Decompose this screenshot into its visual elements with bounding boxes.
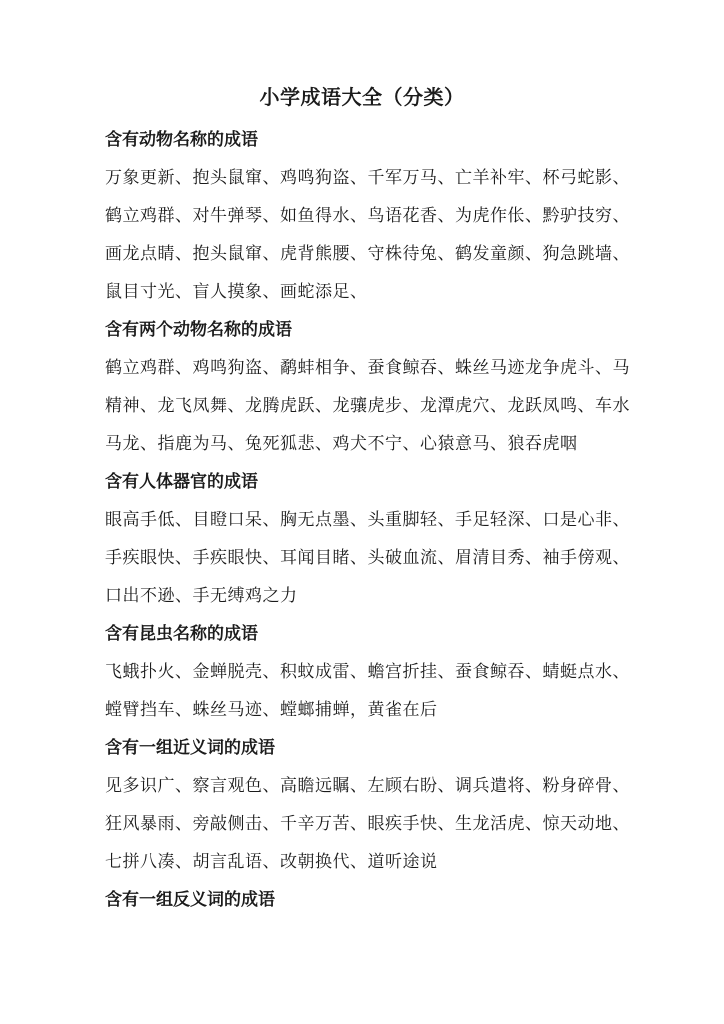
idiom-line: 狂风暴雨、旁敲侧击、千辛万苦、眼疾手快、生龙活虎、惊天动地、	[105, 814, 630, 833]
idiom-line: 见多识广、察言观色、高瞻远瞩、左顾右盼、调兵遣将、粉身碎骨、	[105, 776, 630, 795]
idiom-line: 手疾眼快、手疾眼快、耳闻目睹、头破血流、眉清目秀、袖手傍观、	[105, 548, 630, 567]
section-body	[105, 501, 634, 615]
idiom-line: 鹤立鸡群、对牛弹琴、如鱼得水、鸟语花香、为虎作伥、黔驴技穷、	[105, 206, 630, 225]
sections-container	[105, 121, 634, 919]
section-heading: 含有一组近义词的成语	[105, 738, 275, 757]
idiom-section	[105, 463, 634, 615]
idiom-line: 七拼八凑、胡言乱语、改朝换代、道听途说	[105, 852, 438, 871]
section-body	[105, 653, 634, 729]
idiom-line: 螳臂挡车、蛛丝马迹、螳螂捕蝉，黄雀在后	[105, 700, 438, 719]
idiom-line: 马龙、指鹿为马、兔死狐悲、鸡犬不宁、心猿意马、狼吞虎咽	[105, 434, 578, 453]
section-body	[105, 767, 634, 881]
idiom-line: 口出不逊、手无缚鸡之力	[105, 586, 298, 605]
idiom-line: 画龙点睛、抱头鼠窜、虎背熊腰、守株待兔、鹤发童颜、狗急跳墙、	[105, 244, 630, 263]
idiom-section	[105, 121, 634, 311]
idiom-section	[105, 729, 634, 881]
section-heading: 含有昆虫名称的成语	[105, 624, 258, 643]
page-title: 小学成语大全（分类）	[259, 87, 465, 109]
idiom-line: 飞蛾扑火、金蝉脱壳、积蚊成雷、蟾宫折挂、蚕食鲸吞、蜻蜓点水、	[105, 662, 630, 681]
idiom-section	[105, 881, 634, 919]
idiom-line: 万象更新、抱头鼠窜、鸡鸣狗盗、千军万马、亡羊补牢、杯弓蛇影、	[105, 168, 630, 187]
section-heading: 含有两个动物名称的成语	[105, 320, 292, 339]
section-heading: 含有人体器官的成语	[105, 472, 258, 491]
idiom-line: 鼠目寸光、盲人摸象、画蛇添足、	[105, 282, 368, 301]
idiom-line: 鹤立鸡群、鸡鸣狗盗、鹬蚌相争、蚕食鲸吞、蛛丝马迹龙争虎斗、马	[105, 358, 630, 377]
section-heading: 含有动物名称的成语	[105, 130, 258, 149]
section-heading: 含有一组反义词的成语	[105, 890, 275, 909]
section-body	[105, 349, 634, 463]
idiom-line: 精神、龙飞凤舞、龙腾虎跃、龙骧虎步、龙潭虎穴、龙跃凤鸣、车水	[105, 396, 630, 415]
idiom-section	[105, 615, 634, 729]
idiom-line: 眼高手低、目瞪口呆、胸无点墨、头重脚轻、手足轻深、口是心非、	[105, 510, 630, 529]
idiom-section	[105, 311, 634, 463]
section-body	[105, 159, 634, 311]
